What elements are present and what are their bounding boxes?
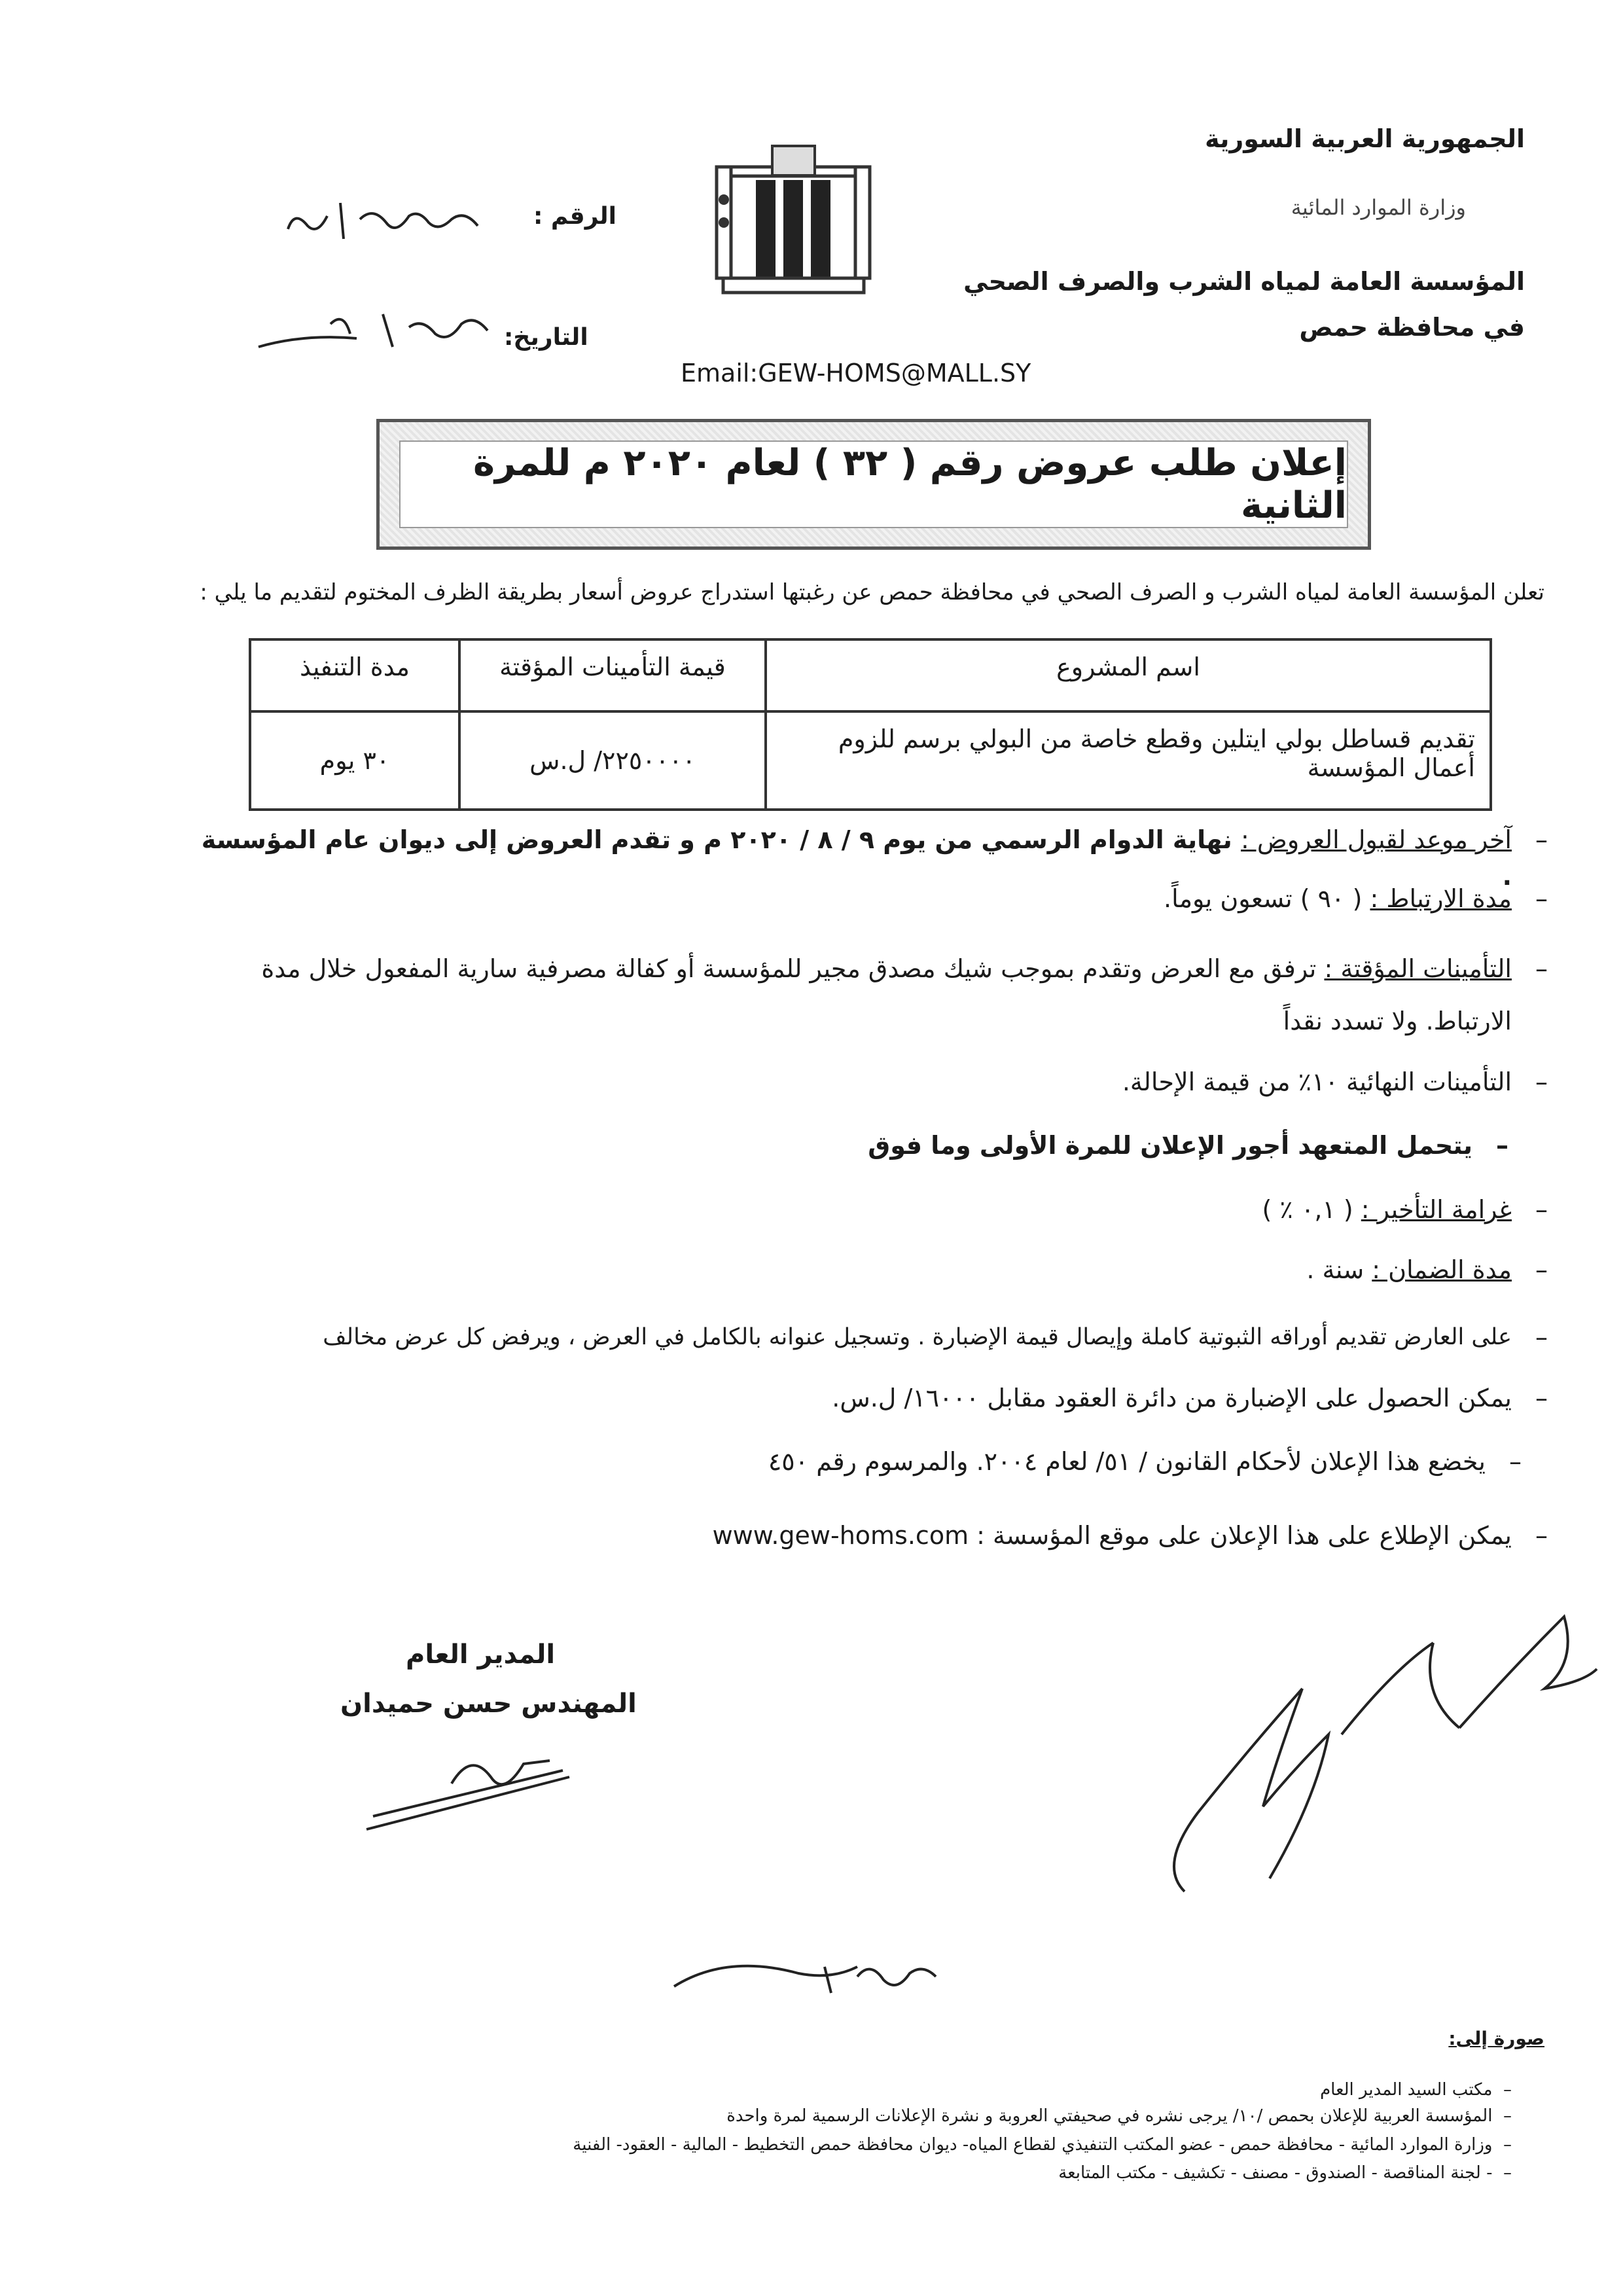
- table-header-row: [250, 639, 1491, 711]
- list-item: – يمكن الإطلاع على هذا الإعلان على موقع المؤسسة : www.gew-homs.com: [712, 1521, 1548, 1550]
- announcement-title-box: [376, 419, 1371, 550]
- item-label: مدة الارتباط :: [1370, 884, 1512, 913]
- list-item: – مدة الضمان : سنة .: [1306, 1255, 1548, 1284]
- list-item: – غرامة التأخير : ( ٠,١ ٪ ): [1262, 1195, 1548, 1224]
- reviewer-signature: [661, 1941, 955, 2015]
- handwritten-date: [252, 298, 514, 366]
- item-label: التأمينات المؤقتة :: [1324, 954, 1512, 983]
- cell-duration: ٣٠ يوم: [250, 711, 459, 810]
- approval-signature: [1145, 1590, 1616, 1933]
- cc-line: – مكتب السيد المدير العام: [1320, 2080, 1512, 2100]
- item-text: التأمينات النهائية ١٠٪ من قيمة الإحالة.: [1122, 1067, 1512, 1096]
- item-text: يتحمل المتعهد أجور الإعلان للمرة الأولى وما فوق: [868, 1131, 1472, 1160]
- header-insurance: قيمة التأمينات المؤقتة: [459, 639, 766, 711]
- table-row: [250, 711, 1491, 810]
- cc-line-text: المؤسسة العربية للإعلان بحمص /١٠/ يرجى نشره في صحيفتي العروبة و نشرة الإعلانات الرسمية لمرة واحدة: [726, 2106, 1493, 2126]
- list-item: – آخر موعد لقبول العروض : نهاية الدوام الرسمي من يوم ٩ / ٨ / ٢٠٢٠ م و تقدم العروض إلى ديوان عام المؤسسة .: [201, 825, 1548, 891]
- number-label: الرقم :: [533, 203, 616, 230]
- ministry-heading: وزارة الموارد المائية: [1291, 195, 1466, 220]
- item-text: يخضع هذا الإعلان لأحكام القانون / ٥١/ لعام ٢٠٠٤. والمرسوم رقم ٤٥٠: [768, 1447, 1486, 1476]
- item-text: ترفق مع العرض وتقدم بموجب شيك مصدق مجير للمؤسسة أو كفالة مصرفية سارية المفعول خلال مدة الارتباط. ولا تسدد نقداً: [261, 954, 1512, 1035]
- project-table: [249, 638, 1492, 811]
- list-item: – مدة الارتباط : ( ٩٠ ) تسعون يوماً.: [1164, 884, 1548, 913]
- director-title: المدير العام: [406, 1640, 556, 1670]
- cc-line: – - لجنة المناقصة - الصندوق - مصنف - تكشيف - مكتب المتابعة: [1058, 2163, 1512, 2183]
- list-item: – التأمينات النهائية ١٠٪ من قيمة الإحالة.: [1122, 1067, 1548, 1096]
- item-text: نهاية الدوام الرسمي من يوم ٩ / ٨ / ٢٠٢٠ م و تقدم العروض إلى ديوان عام المؤسسة .: [201, 825, 1512, 891]
- cc-line-text: مكتب السيد المدير العام: [1320, 2080, 1493, 2100]
- announcement-title: إعلان طلب عروض رقم ( ٣٢ ) لعام ٢٠٢٠ م للمرة الثانية: [399, 440, 1348, 528]
- item-text: يمكن الحصول على الإضبارة من دائرة العقود مقابل ١٦٠٠٠/ ل.س.: [832, 1384, 1512, 1412]
- cc-line-text: وزارة الموارد المائية - محافظة حمص - عضو المكتب التنفيذي لقطاع المياه- ديوان محافظة حمص التخطيط - المالية - العقود- الفنية: [573, 2135, 1493, 2155]
- header-project-name: اسم المشروع: [766, 639, 1491, 711]
- item-label: آخر موعد لقبول العروض :: [1241, 825, 1512, 854]
- item-text: سنة .: [1306, 1255, 1372, 1284]
- director-name: المهندس حسن حميدان: [340, 1689, 637, 1719]
- establishment-heading: المؤسسة العامة لمياه الشرب والصرف الصحي: [963, 267, 1525, 296]
- list-item: – يمكن الحصول على الإضبارة من دائرة العقود مقابل ١٦٠٠٠/ ل.س.: [832, 1384, 1548, 1412]
- handwritten-number: [281, 190, 517, 251]
- list-item: – يخضع هذا الإعلان لأحكام القانون / ٥١/ لعام ٢٠٠٤. والمرسوم رقم ٤٥٠: [768, 1447, 1522, 1476]
- header-duration: مدة التنفيذ: [250, 639, 459, 711]
- item-text: على العارض تقديم أوراقه الثبوتية كاملة وإيصال قيمة الإضبارة . وتسجيل عنوانه بالكامل في العرض ، ويرفض كل عرض مخالف: [323, 1324, 1512, 1350]
- water-tap-logo-icon: [710, 141, 877, 301]
- cell-insurance: ٢٢٥٠٠٠٠/ ل.س: [459, 711, 766, 810]
- list-item: – يتحمل المتعهد أجور الإعلان للمرة الأولى وما فوق: [868, 1131, 1508, 1160]
- item-text: ( ٩٠ ) تسعون يوماً.: [1164, 884, 1370, 913]
- item-label: مدة الضمان :: [1372, 1255, 1512, 1284]
- list-item: – التأمينات المؤقتة : ترفق مع العرض وتقدم بموجب شيك مصدق مجير للمؤسسة أو كفالة مصرفية سارية المفعول خلال مدة الارتباط. ولا تسدد نقداً: [261, 954, 1548, 1035]
- cc-line: – وزارة الموارد المائية - محافظة حمص - عضو المكتب التنفيذي لقطاع المياه- ديوان محافظة حمص التخطيط - المالية - العقود- الفنية: [573, 2135, 1512, 2155]
- item-text: ( ٠,١ ٪ ): [1262, 1195, 1361, 1224]
- governorate-heading: في محافظة حمص: [1299, 313, 1525, 342]
- email-address: Email:GEW-HOMS@MALL.SY: [681, 359, 1031, 387]
- intro-paragraph: تعلن المؤسسة العامة لمياه الشرب و الصرف الصحي في محافظة حمص عن رغبتها استدراج عروض أسعار بطريقة الظرف المختوم لتقديم ما يلي :: [200, 579, 1544, 605]
- cc-line-text: - لجنة المناقصة - الصندوق - مصنف - تكشيف - مكتب المتابعة: [1058, 2163, 1493, 2183]
- item-label: غرامة التأخير :: [1361, 1195, 1512, 1224]
- establishment-logo: [710, 141, 877, 301]
- cc-line: – المؤسسة العربية للإعلان بحمص /١٠/ يرجى نشره في صحيفتي العروبة و نشرة الإعلانات الرسمية لمرة واحدة: [726, 2106, 1512, 2126]
- director-signature: [353, 1738, 589, 1852]
- list-item: – على العارض تقديم أوراقه الثبوتية كاملة وإيصال قيمة الإضبارة . وتسجيل عنوانه بالكامل في العرض ، ويرفض كل عرض مخالف: [323, 1323, 1548, 1352]
- cell-project-name: تقديم قساطل بولي ايتلين وقطع خاصة من البولي برسم للزوم أعمال المؤسسة: [766, 711, 1491, 810]
- date-label: التاريخ:: [504, 324, 588, 351]
- republic-heading: الجمهورية العربية السورية: [1205, 124, 1525, 153]
- cc-title: صورة إلى:: [1448, 2028, 1544, 2049]
- item-text: يمكن الإطلاع على هذا الإعلان على موقع المؤسسة : www.gew-homs.com: [712, 1521, 1512, 1550]
